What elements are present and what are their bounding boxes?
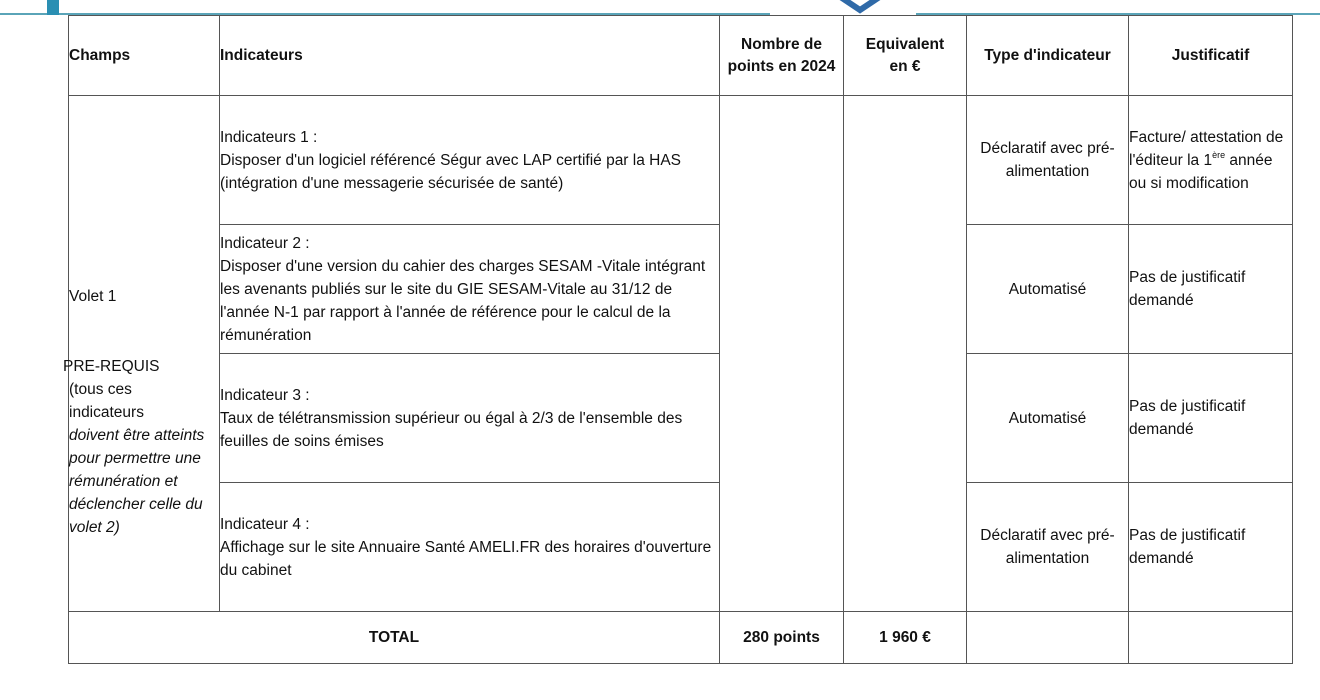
header-points [720, 16, 844, 96]
indicator-cell [220, 354, 720, 483]
indicator-title: Indicateurs 1 : [220, 128, 318, 146]
header-equivalent [844, 16, 967, 96]
justificatif-text-b: année ou si modification [1129, 151, 1273, 192]
table-row [69, 354, 1293, 483]
total-type-empty [967, 612, 1129, 664]
champs-prerequis: PRE-REQUIS [63, 357, 160, 375]
total-row [69, 612, 1293, 664]
indicator-text: Disposer d'une version du cahier des charges SESAM -Vitale intégrant les avenants publiés sur le site du GIE SESAM-Vitale au 31/12 de l'année N-1 par rapport à l'année de référence pour le calcul de la rémunération [220, 257, 706, 344]
indicator-cell [220, 225, 720, 354]
header-equiv-line2: en € [889, 57, 921, 75]
header-type: Type d'indicateur [967, 16, 1129, 96]
indicator-text: Affichage sur le site Annuaire Santé AMELI.FR des horaires d'ouverture du cabinet [220, 538, 712, 579]
champs-italic: doivent être atteints pour permettre une rémunération et déclencher celle du volet 2) [69, 426, 205, 536]
justificatif-cell: Pas de justificatif demandé [1129, 225, 1293, 354]
header-champs: Champs [69, 16, 220, 96]
header-points-line1: Nombre de [741, 35, 822, 53]
table-row [69, 483, 1293, 612]
type-cell: Automatisé [967, 354, 1129, 483]
header-row [69, 16, 1293, 96]
type-cell: Automatisé [967, 225, 1129, 354]
justificatif-cell [1129, 96, 1293, 225]
header-indicateurs: Indicateurs [220, 16, 720, 96]
total-justificatif-empty [1129, 612, 1293, 664]
header-equiv-line1: Equivalent [865, 35, 945, 53]
indicator-title: Indicateur 4 : [220, 515, 310, 533]
indicator-cell [220, 483, 720, 612]
type-cell: Déclaratif avec pré-alimentation [967, 483, 1129, 612]
justificatif-text-a: Facture/ attestation de l'éditeur la 1 [1129, 128, 1284, 169]
indicator-title: Indicateur 2 : [220, 234, 310, 252]
table-row [69, 96, 1293, 225]
champs-line1: (tous ces [69, 380, 132, 398]
points-merged-cell [720, 96, 844, 612]
total-label: TOTAL [69, 612, 720, 664]
total-euros: 1 960 € [844, 612, 967, 664]
indicators-table [63, 15, 1293, 664]
equivalent-merged-cell [844, 96, 967, 612]
header-justificatif: Justificatif [1129, 16, 1293, 96]
indicator-title: Indicateur 3 : [220, 386, 310, 404]
justificatif-cell: Pas de justificatif demandé [1129, 354, 1293, 483]
indicator-cell [220, 96, 720, 225]
indicator-text: Disposer d'un logiciel référencé Ségur avec LAP certifié par la HAS (intégration d'une messagerie sécurisée de santé) [220, 151, 682, 192]
champs-volet: Volet 1 [69, 287, 117, 305]
justificatif-sup: ère [1212, 149, 1226, 160]
header-points-line2: points en 2024 [727, 57, 836, 75]
indicator-text: Taux de télétransmission supérieur ou égal à 2/3 de l'ensemble des feuilles de soins émises [220, 409, 683, 450]
total-points: 280 points [720, 612, 844, 664]
champs-cell [63, 96, 220, 612]
table-row [69, 225, 1293, 354]
header-marker [47, 0, 59, 15]
justificatif-cell: Pas de justificatif demandé [1129, 483, 1293, 612]
champs-line2: indicateurs [69, 403, 144, 421]
type-cell: Déclaratif avec pré-alimentation [967, 96, 1129, 225]
logo-chevron-icon [830, 0, 890, 14]
